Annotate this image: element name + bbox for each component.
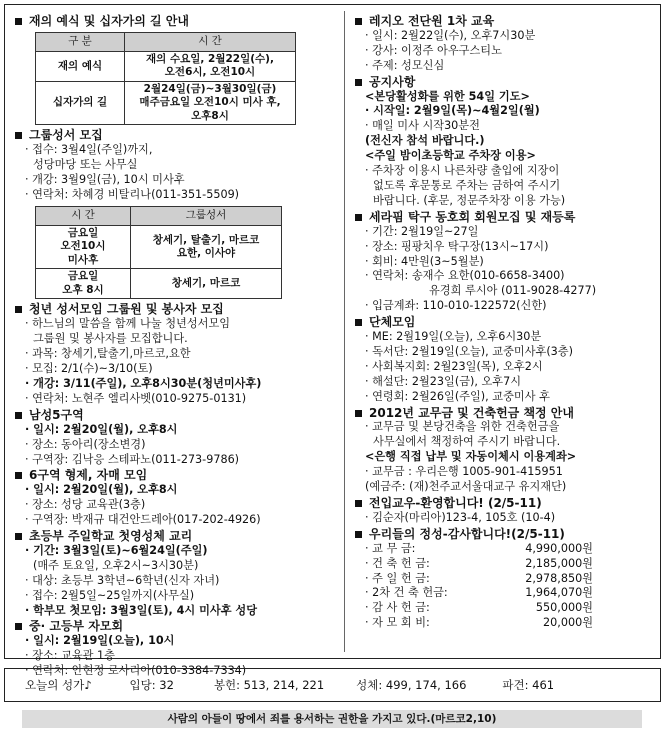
section-title: 레지오 전단원 1차 교육: [369, 14, 495, 28]
group-meetings-section: [355, 315, 655, 404]
section-title: 단체모임: [369, 315, 416, 330]
district6-section: [15, 468, 337, 528]
info-line: · 모집: 2/1(수)~3/10(토): [25, 362, 153, 376]
bulletin-page: [4, 4, 661, 678]
bullet-icon: [355, 319, 362, 326]
new-parishioner-section: [355, 496, 655, 526]
info-line: · 회비: 4만원(3~5월분): [365, 254, 484, 268]
section-title: 남성5구역: [29, 407, 84, 422]
hymn-label: 오늘의 성가♪: [25, 678, 92, 692]
table-cell: 창세기, 마르코: [131, 269, 282, 299]
dues-section: [355, 406, 655, 495]
table-row: [36, 51, 296, 81]
info-line: · 강사: 이정주 아우구스티노: [365, 43, 502, 57]
offering-row: · 주 일 헌 금: 2,978,850원: [365, 571, 593, 585]
entrance-hymn: 입당: 32: [129, 678, 174, 692]
section-title: 전입교우-환영합니다! (2/5-11): [369, 496, 542, 510]
table-cell: 창세기, 탈출기, 마르코 요한, 이사야: [131, 225, 282, 269]
info-line: <주일 밤이초등학교 주차장 이용>: [365, 149, 536, 163]
info-line: · 접수: 3월4일(주일)까지,: [25, 143, 153, 157]
section-title: 우리들의 정성-감사합니다!(2/5-11): [369, 526, 565, 541]
table-cell: 2월24일(금)~3월30일(금) 매주금요일 오전10시 미사 후, 오후8시: [125, 81, 296, 125]
bullet-icon: [355, 500, 362, 507]
section-title: 세라핌 탁구 동호회 회원모집 및 재등록: [369, 209, 576, 224]
info-line: · 주차장 이용시 나른차량 출입에 지장이: [365, 164, 560, 178]
table-header: 시 간: [36, 206, 131, 225]
info-line: 그룹원 및 봉사자를 모집합니다.: [33, 332, 188, 346]
table-header: 그룹성서: [131, 206, 282, 225]
info-line: · 입금계좌: 110-010-122572(신한): [365, 299, 547, 313]
bullet-icon: [15, 18, 22, 25]
table-header: 구 분: [36, 32, 125, 51]
offering-row: · 건 축 헌 금: 2,185,000원: [365, 556, 593, 570]
info-line: 유경희 루시아 (011-9028-4277): [429, 284, 597, 298]
bullet-icon: [15, 306, 22, 313]
table-row: [36, 269, 282, 299]
info-line: · 연락처: 송재수 요한(010-6658-3400): [365, 269, 565, 283]
info-line: · 장소: 성당 교육관(3층): [25, 498, 146, 512]
bible-group-section: [15, 128, 337, 299]
info-line: 바랍니다. (후문, 정문주차장 이용 가능): [373, 193, 566, 207]
info-line: · 매일 미사 시작30분전: [365, 119, 480, 133]
info-line: · 해설단: 2월23일(금), 오후7시: [365, 374, 522, 388]
info-line: · 연락처: 차혜경 비탈리나(011-351-5509): [25, 188, 240, 202]
info-line: · 독서단: 2월19일(오늘), 교중미사후(3층): [365, 344, 573, 358]
info-line: · 교무금 : 우리은행 1005-901-415951: [365, 465, 563, 479]
info-line: <은행 직접 납부 및 자동이체시 이용계좌>: [365, 450, 577, 464]
section-title: 청년 성서모임 그룹원 및 봉사자 모집: [29, 302, 224, 317]
info-line: · 하느님의 말씀을 함께 나눌 청년성서모임: [25, 317, 231, 331]
info-line: · 대상: 초등부 3학년~6학년(신자 자녀): [25, 573, 220, 587]
info-line: · 연령회: 2월26일(주일), 교중미사 후: [365, 389, 550, 403]
info-line: · 구역장: 김낙응 스테파노(011-273-9786): [25, 452, 240, 466]
section-title: 2012년 교무금 및 건축헌금 책정 안내: [369, 405, 574, 420]
info-line: · 장소: 핑팡치우 탁구장(13시~17시): [365, 239, 549, 253]
info-line: · 연락처: 노현주 엘리사벳(010-9275-0131): [25, 391, 247, 405]
first-communion-section: [15, 529, 337, 618]
table-cell: 재의 예식: [36, 51, 125, 81]
offerings-section: [355, 527, 655, 631]
table-cell: 십자가의 길: [36, 81, 125, 125]
info-line: · 연락처: 안현정 로사리아(010-3384-7334): [25, 664, 247, 678]
bullet-icon: [15, 472, 22, 479]
info-line: 성당마당 또는 사무실: [33, 158, 138, 172]
table-cell: 금요일 오전10시 미사후: [36, 225, 131, 269]
info-line: 없도록 후문통로 주차는 금하여 주시기: [373, 178, 561, 192]
info-line: · 학부모 첫모임: 3월3일(토), 4시 미사후 성당: [25, 603, 258, 617]
legio-education-section: [355, 14, 655, 74]
info-line: · 개강: 3월9일(금), 10시 미사후: [25, 173, 185, 187]
ash-wednesday-section: [15, 14, 337, 125]
info-line: · 기간: 3월3일(토)~6월24일(주일): [25, 543, 208, 557]
table-header: 시 간: [125, 32, 296, 51]
info-line: (매주 토요일, 오후2시~3시30분): [33, 558, 199, 572]
info-line: · 사회복지회: 2월23일(목), 오후2시: [365, 359, 543, 373]
dismissal-hymn: 파견: 461: [502, 678, 555, 692]
info-line: · 구역장: 박재규 대건안드레아(017-202-4926): [25, 513, 261, 527]
info-line: · 김순자(마리아)123-4, 105호 (10-4): [365, 510, 556, 524]
info-line: (예금주: (재)천주교서울대교구 유지재단): [365, 480, 567, 494]
info-line: · 접수: 2월5일~25일까지(사무실): [25, 588, 195, 602]
bullet-icon: [15, 623, 22, 630]
info-line: · 과목: 창세기,탈출기,마르코,요한: [25, 347, 191, 361]
hymn-bar: [4, 668, 661, 702]
bullet-icon: [355, 18, 362, 25]
info-line: · ME: 2월19일(오늘), 오후6시30분: [365, 330, 542, 344]
offering-row: · 자 모 회 비: 20,000원: [365, 616, 593, 630]
offering-row: · 교 무 금: 4,990,000원: [365, 541, 593, 555]
info-line: (전신자 참석 바랍니다.): [365, 134, 485, 148]
info-line: · 일시: 2월20일(월), 오후8시: [25, 483, 178, 497]
bullet-icon: [355, 79, 362, 86]
info-line: 사무실에서 책정하여 주시기 바랍니다.: [373, 435, 561, 449]
bible-group-table: [35, 206, 282, 300]
section-title: 그룹성서 모집: [29, 128, 103, 143]
table-row: [36, 225, 282, 269]
bullet-icon: [355, 410, 362, 417]
info-line: · 일시: 2월20일(월), 오후8시: [25, 422, 178, 436]
info-line: · 시작일: 2월9일(목)~4월2일(월): [365, 104, 540, 118]
section-title: 공지사항: [369, 74, 416, 89]
info-line: · 장소: 동아리(장소변경): [25, 437, 146, 451]
info-line: · 일시: 2월19일(오늘), 10시: [25, 634, 175, 648]
section-title: 6구역 형제, 자매 모임: [29, 468, 148, 483]
info-line: · 주제: 성모신심: [365, 58, 445, 72]
info-line: · 교무금 및 본당건축을 위한 건축헌금을: [365, 420, 560, 434]
info-line: · 기간: 2월19일~27일: [365, 224, 479, 238]
schedule-table: [35, 32, 296, 126]
table-cell: 금요일 오후 8시: [36, 269, 131, 299]
offering-row: · 2차 건 축 헌금: 1,964,070원: [365, 586, 593, 600]
left-column: [15, 13, 337, 679]
table-row: [36, 81, 296, 125]
bullet-icon: [15, 132, 22, 139]
section-title: 초등부 주일학교 첫영성체 교리: [29, 529, 193, 544]
offertory-hymn: 봉헌: 513, 214, 221: [213, 678, 325, 692]
info-line: · 장소: 교육관 1층: [25, 649, 115, 663]
right-column: [355, 13, 655, 631]
bullet-icon: [15, 412, 22, 419]
bullet-icon: [15, 533, 22, 540]
section-title: 중· 고등부 자모회: [29, 619, 124, 634]
offering-row: · 감 사 헌 금: 550,000원: [365, 601, 593, 615]
info-line: <본당활성화를 위한 54일 기도>: [365, 89, 530, 103]
table-tennis-section: [355, 210, 655, 314]
info-line: · 일시: 2월22일(수), 오후7시30분: [365, 28, 536, 42]
table-cell: 재의 수요일, 2월22일(수), 오전6시, 오전10시: [125, 51, 296, 81]
bullet-icon: [355, 531, 362, 538]
communion-hymn: 성체: 499, 174, 166: [356, 678, 467, 692]
men-district5-section: [15, 408, 337, 468]
column-divider: [344, 11, 345, 652]
bible-verse: 사람의 아들이 땅에서 죄를 용서하는 권한을 가지고 있다.(마르코2,10): [22, 710, 642, 728]
notices-section: [355, 75, 655, 209]
bullet-icon: [355, 214, 362, 221]
youth-bible-section: [15, 302, 337, 406]
info-line: · 개강: 3/11(주일), 오후8시30분(청년미사후): [25, 376, 262, 390]
section-title: 재의 예식 및 십자가의 길 안내: [29, 14, 189, 28]
